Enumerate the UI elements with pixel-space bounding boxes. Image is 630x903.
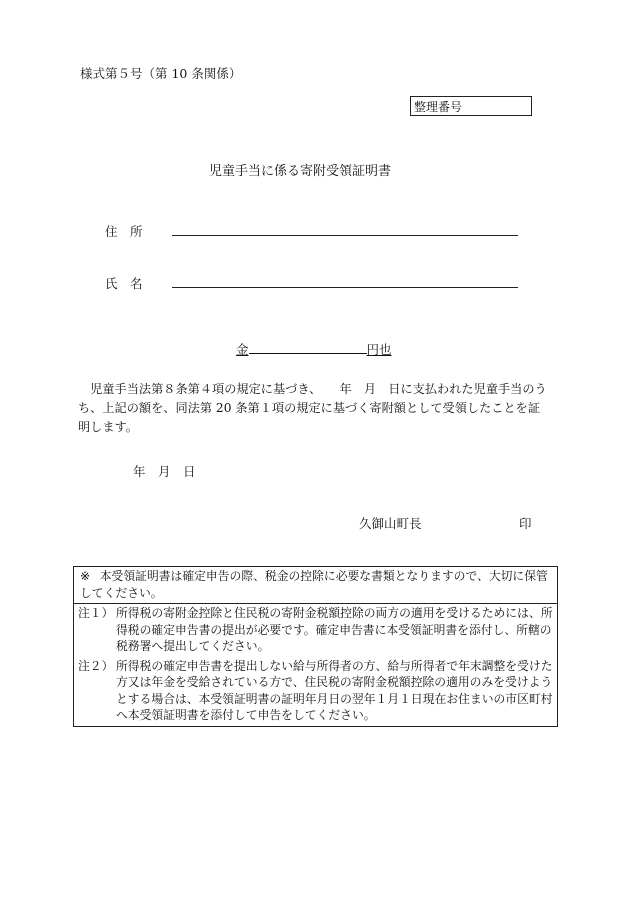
note-2-label: 注２） xyxy=(78,658,114,673)
notice-main xyxy=(74,567,557,604)
amount-prefix: 金 xyxy=(236,342,249,357)
reference-number-box[interactable] xyxy=(410,96,532,116)
amount-blank[interactable] xyxy=(249,341,367,354)
reference-mark: ※ xyxy=(80,569,90,583)
name-line[interactable] xyxy=(172,287,518,288)
name-label: 氏 名 xyxy=(105,276,143,291)
note-2 xyxy=(74,657,557,726)
notice-main-text: 本受領証明書は確定申告の際、税金の控除に必要な書類となりますので、大切に保管してください。 xyxy=(80,569,548,600)
issuer-title: 久御山町長 xyxy=(359,516,422,531)
note-1 xyxy=(74,604,557,657)
address-line[interactable] xyxy=(172,235,518,236)
amount-line xyxy=(236,340,392,358)
document-title: 児童手当に係る寄附受領証明書 xyxy=(208,164,391,179)
note-1-text: 所得税の寄附金控除と住民税の寄附金税額控除の両方の適用を受けるためには、所得税の確定申告書の提出が必要です。確定申告書に本受領証明書を添付し、所轄の税務署へ提出してください。 xyxy=(116,606,553,653)
address-label: 住 所 xyxy=(105,224,143,239)
notice-box xyxy=(73,566,558,727)
form-number: 様式第５号（第 10 条関係） xyxy=(80,66,242,81)
amount-suffix: 円也 xyxy=(366,342,392,357)
note-2-text: 所得税の確定申告書を提出しない給与所得者の方、給与所得者で年末調整を受けた方又は年金を受給されている方で、住民税の寄附金税額控除の適用のみを受けようとする場合は、本受領証明書の証明年月日の翌年１月１日現在お住まいの市区町村へ本受領証明書を添付して申告をしてください。 xyxy=(116,658,553,722)
certification-text: 児童手当法第８条第４項の規定に基づき、 年 月 日に支払われた児童手当のうち、上記の額を、同法第 20 条第１項の規定に基づく寄附額として受領したことを証明します。 xyxy=(78,382,547,434)
issue-date: 年 月 日 xyxy=(133,464,196,479)
seal-mark: 印 xyxy=(519,516,532,531)
reference-number-label: 整理番号 xyxy=(414,100,463,114)
note-1-label: 注１） xyxy=(78,606,114,620)
